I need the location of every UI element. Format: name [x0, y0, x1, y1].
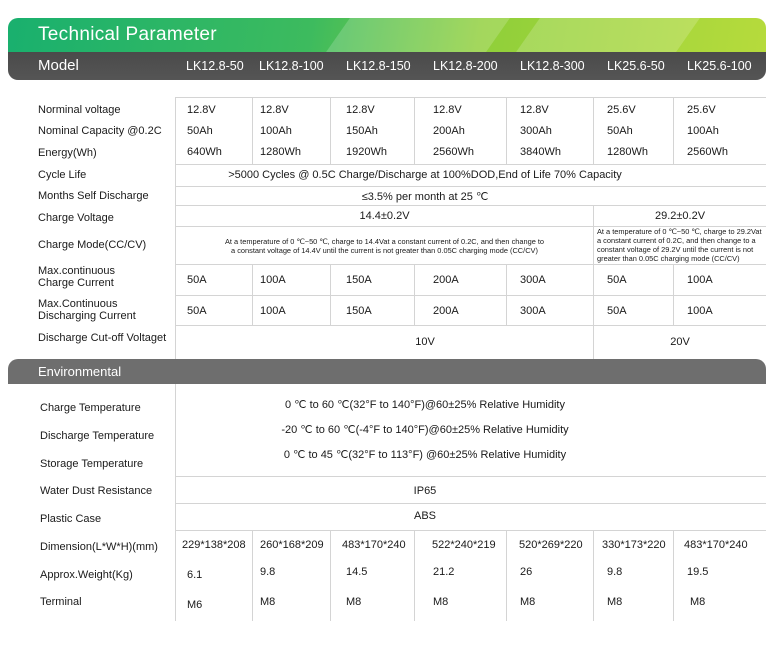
- cell-water-dust: IP65: [413, 485, 437, 497]
- model-name: LK12.8-200: [433, 59, 498, 73]
- cell-max-discharge: 50A: [187, 305, 207, 317]
- cell-dimension: 260*168*209: [260, 539, 324, 551]
- model-name: LK25.6-100: [687, 59, 752, 73]
- row-label-max-charge-line1: Max.continuous: [38, 265, 116, 277]
- cell-capacity: 50Ah: [607, 125, 633, 137]
- model-label: Model: [38, 57, 79, 74]
- cell-capacity: 150Ah: [346, 125, 378, 137]
- row-label-discharge-temperature: Discharge Temperature: [40, 430, 155, 442]
- cell-voltage: 12.8V: [260, 104, 289, 116]
- row-label-cycle-life: Cycle Life: [38, 169, 87, 181]
- banner-stripe-decoration: [516, 18, 700, 52]
- cell-charge-mode-12v-line2: a constant voltage of 14.4V until the current is not greater than 0.05C charging mode (CC/CV): [231, 246, 538, 255]
- cell-max-discharge: 200A: [433, 305, 459, 317]
- cell-dimension: 330*173*220: [602, 539, 666, 551]
- row-label-max-discharge-line1: Max.Continuous: [38, 298, 118, 310]
- cell-dimension: 483*170*240: [684, 539, 748, 551]
- cell-weight: 21.2: [433, 566, 455, 578]
- row-label-water-dust: Water Dust Resistance: [40, 485, 153, 497]
- cell-cutoff-12v: 10V: [415, 336, 435, 348]
- cell-weight: 6.1: [187, 569, 203, 581]
- model-name: LK25.6-50: [607, 59, 665, 73]
- row-label-terminal: Terminal: [40, 596, 82, 608]
- environmental-title: Environmental: [38, 364, 122, 379]
- cell-weight: 19.5: [687, 566, 709, 578]
- cell-energy: 3840Wh: [520, 146, 561, 158]
- row-label-dimension: Dimension(L*W*H)(mm): [40, 541, 158, 553]
- cell-max-charge: 150A: [346, 274, 372, 286]
- cell-charge-mode-25v-line1: At a temperature of 0 ℃~50 ℃, charge to 29.2Vat: [597, 227, 762, 236]
- cell-max-charge: 100A: [687, 274, 713, 286]
- row-label-charge-temperature: Charge Temperature: [40, 402, 141, 414]
- cell-dimension: 229*138*208: [182, 539, 246, 551]
- cell-charge-mode-25v-line4: greater than 0.05C charging mode (CC/CV): [597, 254, 740, 263]
- cell-charge-mode-12v-line1: At a temperature of 0 ℃~50 ℃, charge to 14.4Vat a constant current of 0.2C, and then change to: [224, 237, 545, 246]
- cell-charge-temperature: 0 ℃ to 60 ℃(32°F to 140°F)@60±25% Relative Humidity: [285, 399, 565, 411]
- cell-terminal: M8: [520, 596, 536, 608]
- row-label-nominal-voltage: Norminal voltage: [38, 104, 121, 116]
- row-label-max-discharge-line2: Discharging Current: [38, 310, 136, 322]
- cell-charge-mode-25v-line3: constant voltage of 29.2V until the current is not: [597, 245, 754, 254]
- cell-terminal: M8: [690, 596, 706, 608]
- cell-plastic-case: ABS: [413, 510, 436, 522]
- row-label-cutoff: Discharge Cut-off Voltaget: [38, 332, 167, 344]
- row-label-max-charge-line2: Charge Current: [38, 277, 114, 289]
- cell-capacity: 50Ah: [187, 125, 213, 137]
- page-title: Technical Parameter: [38, 24, 217, 45]
- cell-capacity: 100Ah: [687, 125, 719, 137]
- model-name: LK12.8-50: [186, 59, 244, 73]
- cell-max-discharge: 300A: [520, 305, 546, 317]
- environmental-header-bar: [8, 359, 766, 384]
- cell-max-charge: 50A: [187, 274, 207, 286]
- cell-max-discharge: 150A: [346, 305, 372, 317]
- cell-energy: 1280Wh: [260, 146, 301, 158]
- cell-max-discharge: 100A: [260, 305, 286, 317]
- cell-weight: 14.5: [346, 566, 368, 578]
- cell-dimension: 520*269*220: [519, 539, 583, 551]
- cell-terminal: M8: [260, 596, 276, 608]
- model-header-bar: [8, 52, 766, 80]
- cell-capacity: 100Ah: [260, 125, 292, 137]
- model-name: LK12.8-150: [346, 59, 411, 73]
- cell-max-discharge: 100A: [687, 305, 713, 317]
- cell-storage-temperature: 0 ℃ to 45 ℃(32°F to 113°F) @60±25% Relative Humidity: [283, 449, 567, 461]
- cell-terminal: M8: [433, 596, 449, 608]
- row-label-plastic-case: Plastic Case: [40, 513, 102, 525]
- cell-energy: 1280Wh: [607, 146, 648, 158]
- cell-weight: 9.8: [260, 566, 276, 578]
- cell-max-charge: 300A: [520, 274, 546, 286]
- cell-energy: 2560Wh: [687, 146, 728, 158]
- cell-terminal: M6: [187, 599, 203, 611]
- cell-weight: 9.8: [607, 566, 623, 578]
- title-banner: [8, 18, 766, 52]
- cell-voltage: 25.6V: [607, 104, 636, 116]
- cell-charge-mode-25v-line2: a constant current of 0.2C, and then change to a: [597, 236, 756, 245]
- cell-energy: 640Wh: [187, 146, 222, 158]
- cell-max-discharge: 50A: [607, 305, 627, 317]
- cell-self-discharge: ≤3.5% per month at 25 ℃: [361, 191, 489, 203]
- cell-voltage: 12.8V: [187, 104, 216, 116]
- cell-energy: 1920Wh: [346, 146, 387, 158]
- cell-capacity: 300Ah: [520, 125, 552, 137]
- row-label-charge-voltage: Charge Voltage: [38, 212, 114, 224]
- cell-cutoff-25v: 20V: [670, 336, 690, 348]
- cell-energy: 2560Wh: [433, 146, 474, 158]
- cell-max-charge: 50A: [607, 274, 627, 286]
- model-name: LK12.8-300: [520, 59, 585, 73]
- cell-max-charge: 200A: [433, 274, 459, 286]
- row-label-storage-temperature: Storage Temperature: [40, 458, 144, 470]
- cell-max-charge: 100A: [260, 274, 286, 286]
- cell-voltage: 25.6V: [687, 104, 716, 116]
- row-label-weight: Approx.Weight(Kg): [40, 569, 133, 581]
- row-label-energy: Energy(Wh): [38, 147, 97, 159]
- cell-capacity: 200Ah: [433, 125, 465, 137]
- cell-dimension: 483*170*240: [342, 539, 406, 551]
- cell-terminal: M8: [607, 596, 623, 608]
- cell-voltage: 12.8V: [520, 104, 549, 116]
- row-label-charge-mode: Charge Mode(CC/CV): [38, 239, 147, 251]
- model-name: LK12.8-100: [259, 59, 324, 73]
- cell-dimension: 522*240*219: [432, 539, 496, 551]
- cell-discharge-temperature: -20 ℃ to 60 ℃(-4°F to 140°F)@60±25% Relative Humidity: [281, 424, 569, 436]
- cell-cycle-life: >5000 Cycles @ 0.5C Charge/Discharge at 100%DOD,End of Life 70% Capacity: [228, 169, 622, 181]
- row-label-nominal-capacity: Nominal Capacity @0.2C: [38, 125, 162, 137]
- cell-voltage: 12.8V: [433, 104, 462, 116]
- cell-weight: 26: [520, 566, 533, 578]
- cell-charge-voltage-25v: 29.2±0.2V: [654, 210, 706, 222]
- cell-terminal: M8: [346, 596, 362, 608]
- banner-stripe-decoration: [326, 18, 510, 52]
- cell-charge-voltage-12v: 14.4±0.2V: [359, 210, 410, 222]
- cell-voltage: 12.8V: [346, 104, 375, 116]
- row-label-self-discharge: Months Self Discharge: [38, 190, 149, 202]
